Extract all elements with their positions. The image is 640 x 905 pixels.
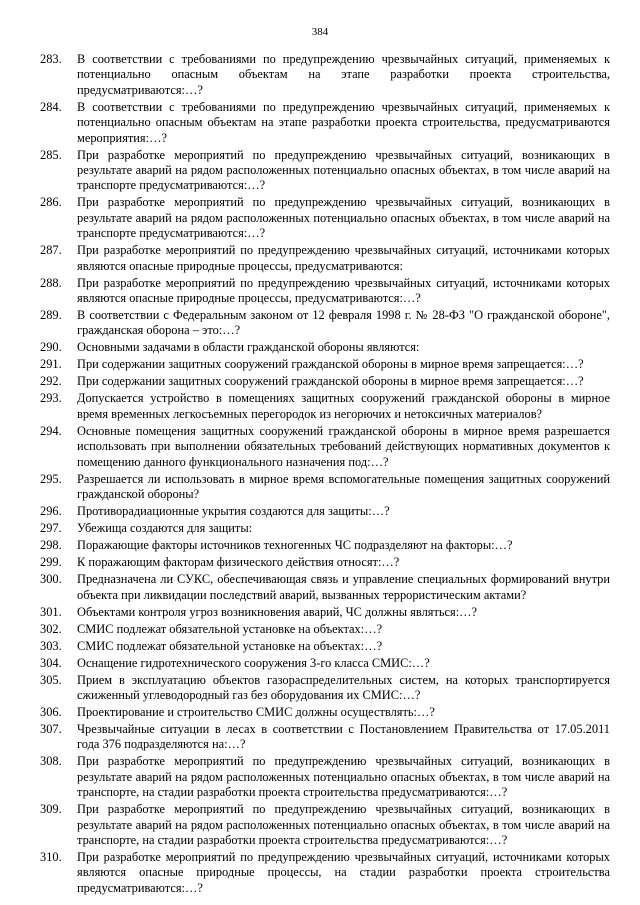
question-text: Объектами контроля угроз возникновения аварий, ЧС должны являться:…? (77, 604, 478, 619)
question-number: 305. (40, 672, 62, 687)
question-item (40, 357, 610, 372)
question-number: 290. (40, 340, 62, 355)
question-text: При разработке мероприятий по предупреждению чрезвычайных ситуаций, источниками которых являются опасные природные процессы, предусматриваются: (77, 243, 610, 273)
question-text: Противорадиационные укрытия создаются для защиты:…? (77, 504, 390, 519)
question-number: 289. (40, 308, 62, 323)
question-item (40, 424, 610, 470)
question-number: 309. (40, 802, 62, 817)
question-text: При разработке мероприятий по предупреждению чрезвычайных ситуаций, возникающих в результате аварий на рядом расположенных потенциально опасных объектах, в том числе аварий на транспорте предусматриваются:…? (77, 147, 610, 193)
question-item (40, 195, 610, 241)
question-text: Основные помещения защитных сооружений гражданской обороны в мирное время разрешается использовать при выполнении обязательных требований действующих нормативных документов к помещению данного функционального назначения под:…? (77, 423, 610, 469)
question-text: Прием в эксплуатацию объектов газораспределительных систем, на которых транспортируется сжиженный углеводородный газ без оборудования их СМИС:…? (77, 672, 610, 702)
question-item (40, 276, 610, 307)
question-number: 294. (40, 423, 62, 438)
question-number: 298. (40, 538, 62, 553)
question-item (40, 472, 610, 503)
question-number: 284. (40, 99, 62, 114)
question-item (40, 605, 610, 620)
question-number: 303. (40, 638, 62, 653)
question-number: 295. (40, 471, 62, 486)
question-number: 286. (40, 195, 62, 210)
question-number: 288. (40, 275, 62, 290)
question-item (40, 374, 610, 389)
question-number: 310. (40, 849, 62, 864)
question-text: Предназначена ли СУКС, обеспечивающая связь и управление специальных формирований внутри объекта при ликвидации последствий аварий, вызванных террористическим актами? (77, 572, 610, 602)
question-item (40, 555, 610, 570)
question-text: СМИС подлежат обязательной установке на объектах:…? (77, 621, 383, 636)
question-number: 297. (40, 521, 62, 536)
question-text: В соответствии с требованиями по предупреждению чрезвычайных ситуаций, применяемых к потенциально опасным объектам на этапе разработки проекта строительства, предусматриваются:…? (77, 52, 610, 97)
question-number: 299. (40, 555, 62, 570)
question-number: 307. (40, 721, 62, 736)
question-text: Поражающие факторы источников техногенных ЧС подразделяют на факторы:…? (77, 538, 513, 553)
question-text: Допускается устройство в помещениях защитных сооружений гражданской обороны в мирное время временных легкосъемных перегородок из негорючих и нетоксичных материалов? (77, 391, 610, 421)
question-number: 302. (40, 621, 62, 636)
question-item (40, 308, 610, 339)
question-item (40, 538, 610, 553)
question-text: В соответствии с Федеральным законом от 12 февраля 1998 г. № 28-ФЗ "О гражданской обороне", гражданская оборона – это:…? (77, 308, 610, 338)
question-number: 293. (40, 391, 62, 406)
question-text: При разработке мероприятий по предупреждению чрезвычайных ситуаций, возникающих в результате аварий на рядом расположенных потенциально опасных объектах, в том числе аварий на транспорте, на стадии разработки проекта строительства предусматриваются:…? (77, 754, 610, 800)
question-item (40, 850, 610, 896)
question-item (40, 673, 610, 704)
question-text: При разработке мероприятий по предупреждению чрезвычайных ситуаций, возникающих в результате аварий на рядом расположенных потенциально опасных объектах, в том числе аварий на транспорте предусматриваются:…? (77, 195, 610, 241)
question-text: К поражающим факторам физического действия относят:…? (77, 555, 400, 570)
question-item (40, 340, 610, 355)
question-item (40, 391, 610, 422)
question-number: 300. (40, 572, 62, 587)
question-text: Основными задачами в области гражданской обороны являются: (77, 340, 420, 355)
question-item (40, 504, 610, 519)
question-item (40, 100, 610, 146)
question-text: Разрешается ли использовать в мирное время вспомогательные помещения защитных сооружений гражданской обороны? (77, 471, 610, 502)
question-item (40, 521, 610, 536)
question-number: 308. (40, 754, 62, 769)
question-text: При разработке мероприятий по предупреждению чрезвычайных ситуаций, источниками которых являются опасные природные процессы, предусматриваются:…? (77, 275, 610, 306)
question-number: 306. (40, 704, 62, 719)
question-number: 296. (40, 504, 62, 519)
question-text: СМИС подлежат обязательной установке на объектах:…? (77, 638, 383, 653)
question-number: 283. (40, 52, 62, 66)
question-text: В соответствии с требованиями по предупреждению чрезвычайных ситуаций, применяемых к потенциально опасным объектам на этапе разработки проекта строительства, предусматриваются мероприятия:…? (77, 99, 610, 145)
question-number: 287. (40, 243, 62, 258)
question-item (40, 622, 610, 637)
question-item (40, 148, 610, 194)
question-item (40, 722, 610, 753)
question-item (40, 802, 610, 848)
question-list (40, 52, 610, 898)
question-item (40, 754, 610, 800)
question-text: При содержании защитных сооружений гражданской обороны в мирное время запрещается:…? (77, 357, 584, 372)
question-item (40, 243, 610, 274)
question-number: 291. (40, 357, 62, 372)
question-text: Убежища создаются для защиты: (77, 521, 253, 536)
question-text: При разработке мероприятий по предупреждению чрезвычайных ситуаций, возникающих в результате аварий на рядом расположенных потенциально опасных объектах, в том числе аварий на транспорте, на стадии разработки проекта строительства предусматриваются:…? (77, 802, 610, 847)
question-item (40, 656, 610, 671)
question-item (40, 572, 610, 603)
question-text: При содержании защитных сооружений гражданской обороны в мирное время запрещается:…? (77, 374, 584, 389)
question-item (40, 52, 610, 98)
question-item (40, 705, 610, 720)
question-number: 285. (40, 147, 62, 162)
page-number: 384 (311, 26, 329, 38)
question-number: 304. (40, 655, 62, 670)
question-number: 301. (40, 604, 62, 619)
question-item (40, 639, 610, 654)
question-text: Оснащение гидротехнического сооружения 3-го класса СМИС:…? (77, 655, 430, 670)
question-number: 292. (40, 374, 62, 389)
question-text: Проектирование и строительство СМИС должны осуществлять:…? (77, 704, 435, 719)
question-text: Чрезвычайные ситуации в лесах в соответствии с Постановлением Правительства от 17.05.2011 года 376 подразделяются на:…? (77, 721, 610, 752)
question-text: При разработке мероприятий по предупреждению чрезвычайных ситуаций, источниками которых являются опасные природные процессы, на стадии разработки проекта строительства предусматриваются:…? (77, 849, 610, 895)
